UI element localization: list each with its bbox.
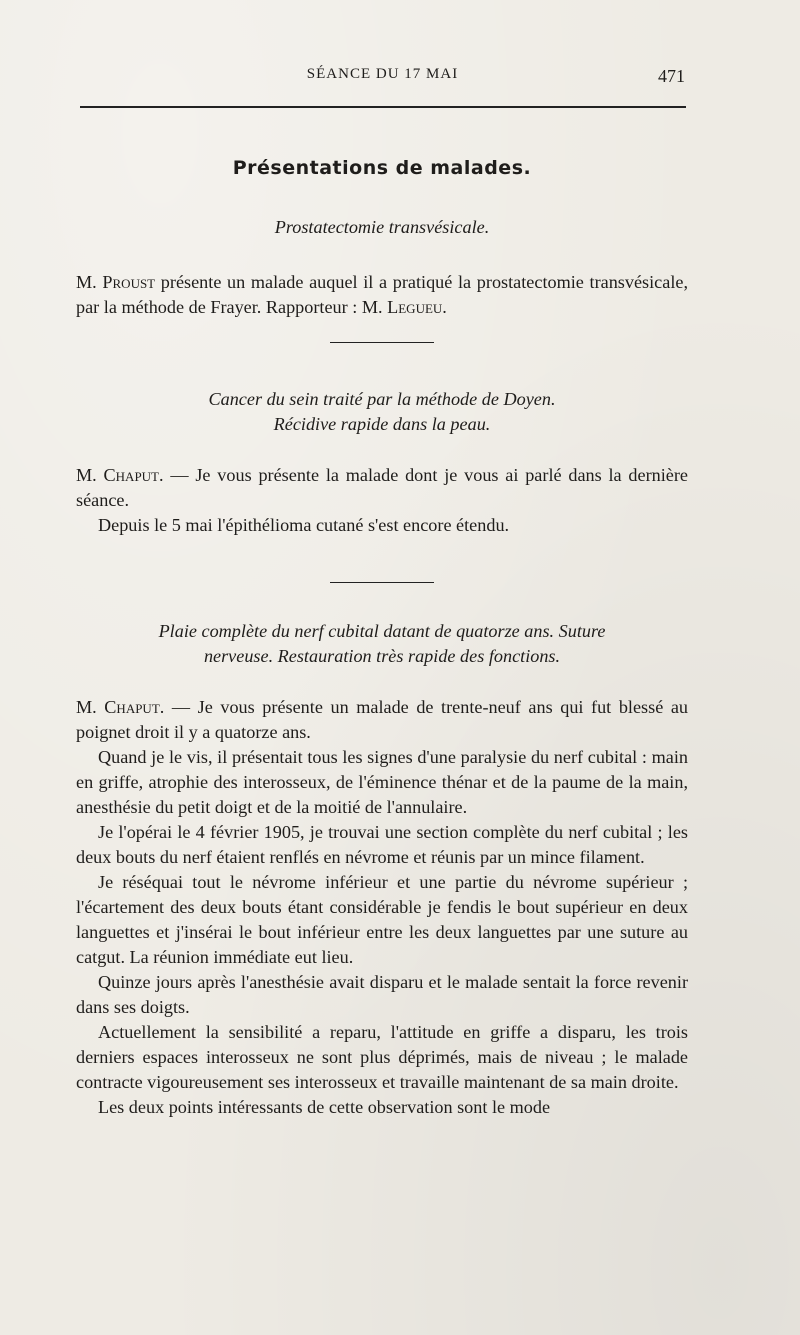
case3-paragraph-6: Actuellement la sensibilité a reparu, l'attitude en griffe a disparu, les trois derniers espaces interosseux ne sont plus déprimés, mais de niveau ; le malade contracte vigoureusement ses interosseux et travaille maintenant de sa main droite. <box>76 1022 688 1092</box>
monsieur-label: M. <box>76 465 97 485</box>
case3-para1-text: . — Je vous présente un malade de trente-neuf ans qui fut blessé au poignet droit il y a quatorze ans. <box>76 697 689 742</box>
case1-text: présente un malade auquel il a pratiqué la prostatectomie transvésicale, par la méthode de Frayer. Rapporteur : M. <box>76 272 688 317</box>
case1-title: Prostatectomie transvésicale. <box>274 217 490 237</box>
monsieur-label: M. <box>76 272 97 292</box>
case2-title-line2: Récidive rapide dans la peau. <box>273 414 491 434</box>
case2-title-line1: Cancer du sein traité par la méthode de Doyen. <box>208 389 556 409</box>
case3-paragraph-4: Je réséquai tout le névrome inférieur et une partie du névrome supérieur ; l'écartement des deux bouts étant considérable je fendis le bout supérieur en deux languettes et j'insérai le bout inférieur entre les deux languettes par une suture au catgut. La réunion immédiate eut lieu. <box>76 872 688 967</box>
case1-paragraph <box>76 270 688 320</box>
case2-paragraph-1 <box>76 463 688 513</box>
case3-paragraph-5: Quinze jours après l'anesthésie avait disparu et le malade sentait la force revenir dans ses doigts. <box>76 972 688 1017</box>
case3-paragraph-2: Quand je le vis, il présentait tous les signes d'une paralysie du nerf cubital : main en griffe, atrophie des interosseux, de l'éminence thénar et de la paume de la main, anesthésie du petit doigt et de la moitié de l'annulaire. <box>76 747 688 817</box>
case3-paragraph-1 <box>76 695 688 745</box>
case1-reporter: Legueu <box>387 297 443 317</box>
section-divider <box>330 582 434 583</box>
case2-para1-text: . — Je vous présente la malade dont je vous ai parlé dans la dernière séance. <box>76 465 689 510</box>
running-title-day: 17 <box>404 66 422 82</box>
running-title <box>80 66 685 83</box>
case2-title <box>76 387 688 437</box>
page-number: 471 <box>658 66 685 86</box>
running-head <box>80 66 685 92</box>
header-rule <box>80 106 686 108</box>
case3-paragraph-3: Je l'opérai le 4 février 1905, je trouvai une section complète du nerf cubital ; les deux bouts du nerf étaient renflés en névrome et réunis par un mince filament. <box>76 822 688 867</box>
case3-title <box>76 619 688 669</box>
case3-speaker: Chaput <box>104 697 160 717</box>
section-title: Présentations de malades. <box>232 157 532 179</box>
monsieur-label: M. <box>76 697 97 717</box>
running-title-month: MAI <box>426 66 459 82</box>
case2-speaker: Chaput <box>103 465 159 485</box>
case2-paragraph-2: Depuis le 5 mai l'épithélioma cutané s'est encore étendu. <box>98 515 510 535</box>
case3-title-line2: nerveuse. Restauration très rapide des fonctions. <box>203 646 561 666</box>
running-title-prefix: SÉANCE DU <box>306 66 400 82</box>
case3-title-line1: Plaie complète du nerf cubital datant de quatorze ans. Suture <box>158 621 606 641</box>
case1-speaker: Proust <box>102 272 156 292</box>
section-divider <box>330 342 434 343</box>
page-content <box>76 150 688 1120</box>
case3-paragraph-7: Les deux points intéressants de cette observation sont le mode <box>98 1097 551 1117</box>
case1-text-end: . <box>442 297 447 317</box>
